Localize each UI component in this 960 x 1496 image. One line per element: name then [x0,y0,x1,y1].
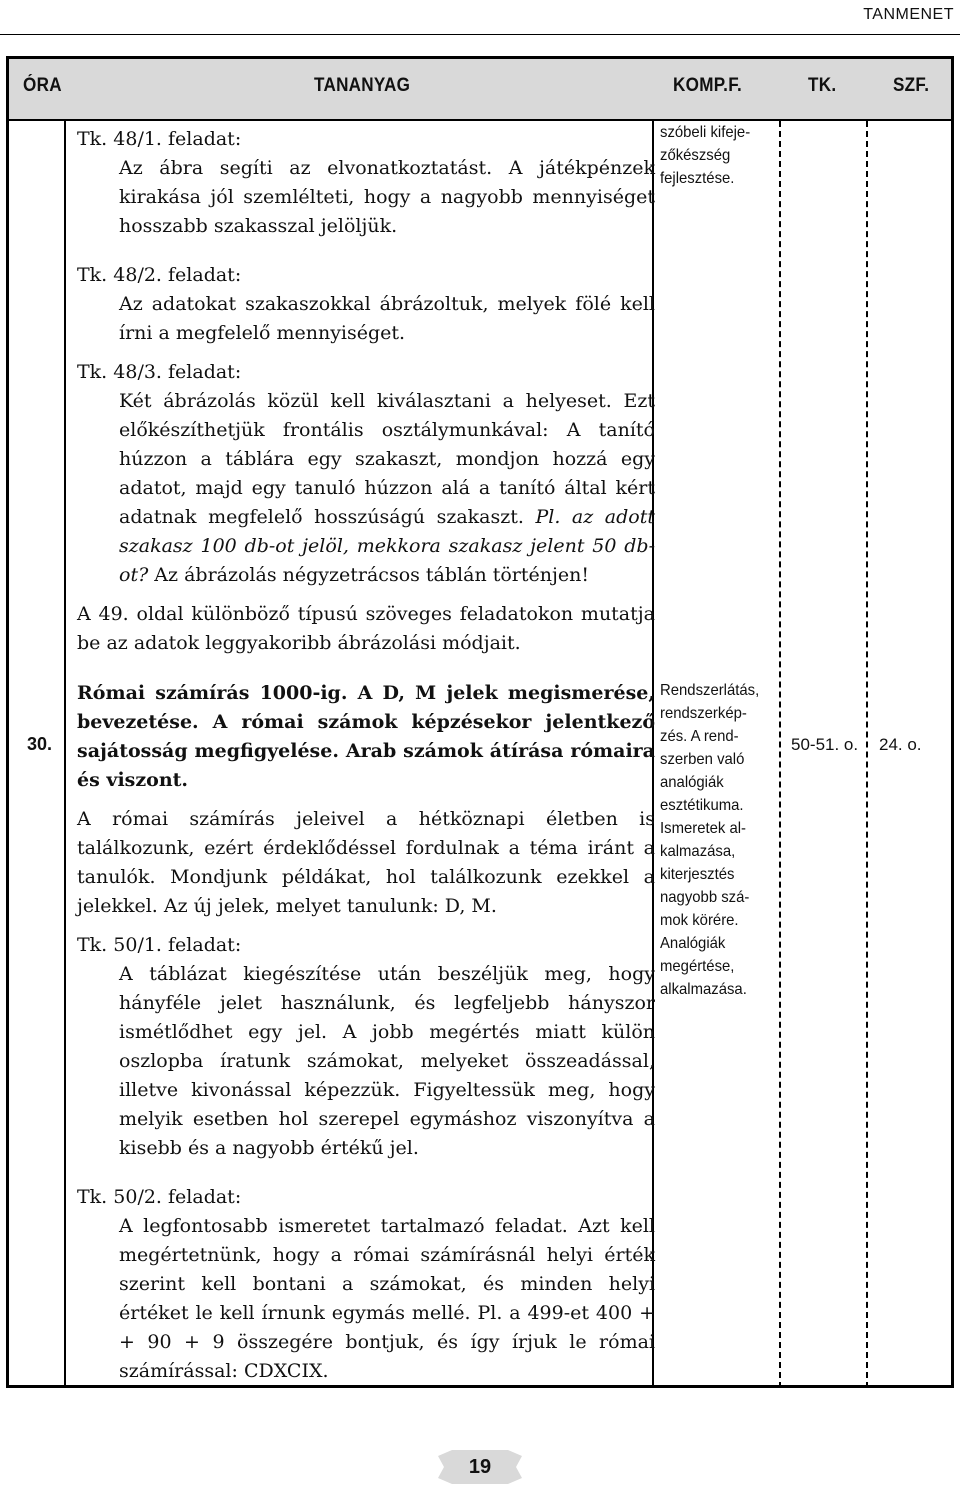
header-szf: SZF. [893,75,930,96]
competence-text: Rendszerlátás, rendszerkép- zés. A rend- szerben való analógiák esztétikuma. Ismeretek al- kalmazása, kiterjesztés nagyobb szá- mok körére. Analógiák megértése, alkalmazása. [660,682,760,998]
column-divider-ora [64,121,66,1388]
page-number: 19 [468,1456,492,1478]
header-tananyag: TANANYAG [314,75,411,96]
task-title: Tk. 48/3. feladat: [77,361,242,383]
continued-lesson-block [77,125,655,658]
task-text: Az adatokat szakaszokkal ábrázoltuk, melyek fölé kell írni a megfelelő mennyiséget. [119,293,655,344]
header-komp: KOMP.F. [673,75,743,96]
competence-text: szóbeli kifeje- zőkészség fejlesztése. [660,124,751,187]
task-text: Két ábrázolás közül kell kiválasztani a helyeset. Ezt előkészíthetjük frontális osztálymunkával: A tanító húzzon a táblára egy szakaszt, mondjon hozzá egy adatot, majd egy tanuló húzzon alá a tanító által kért adatnak megfelelő hosszúságú szakaszt. Pl. az adott szakasz 100 db-ot jelöl, mekkora szakasz jelent 50 db-ot? Az ábrázolás négyzetrácsos táblán történjen! [119,390,655,586]
task-title: Tk. 48/2. feladat: [77,264,242,286]
lesson-plan-table [6,56,954,1388]
running-head-rule [0,34,960,35]
task-title: Tk. 50/2. feladat: [77,1186,242,1208]
page-number-badge [434,1446,526,1488]
task-text: A 49. oldal különböző típusú szöveges feladatokon mutatja be az adatok leggyakoribb ábrázolási módjait. [77,603,655,654]
lesson-heading: Római számírás 1000-ig. A D, M jelek megismerése, bevezetése. A római számok képzésekor jelentkező sajátosság megfigyelése. Arab számok átírása rómaira és viszont. [77,682,655,791]
column-divider-tk [866,121,868,1388]
lesson-30-block [77,679,655,1386]
table-header-row [9,59,951,121]
task-text: A táblázat kiegészítése után beszéljük meg, hogy hányféle jelet használunk, és legfeljebb hányszor ismétlődhet egy jel. A jobb megértés miatt külön oszlopba íratunk számokat, melyeket összeadással, illetve kivonással képezzük. Figyeltessük meg, hogy melyik esetben hol szerepel egymáshoz viszonyítva a kisebb és a nagyobb értékű jel. [119,963,655,1159]
task-text: Az ábra segíti az elvonatkoztatást. A játékpénzek kirakása jól szemlélteti, hogy a nagyobb mennyiséget hosszabb szakasszal jelöljük. [119,157,655,237]
lesson-number: 30. [27,734,53,754]
running-head: TANMENET [863,6,954,23]
header-ora: ÓRA [23,75,62,96]
task-text: A legfontosabb ismeretet tartalmazó feladat. Azt kell megértetnünk, hogy a római számírásnál helyi érték szerint kell bontani a számokat, és minden helyi értéket le kell írnunk egymás mellé. Pl. a 499-et 400 + + 90 + 9 összegére bontjuk, és így írjuk le római számírással: CDXCIX. [119,1215,655,1382]
task-title: Tk. 50/1. feladat: [77,934,242,956]
textbook-pages: 50-51. o. [791,735,859,754]
column-divider-komp [779,121,781,1388]
lesson-intro: A római számírás jeleivel a hétköznapi életben is találkozunk, ezért érdeklődéssel fordulnak a téma iránt a tanulók. Mondjunk példákat, hol találkozunk ezekkel a jelekkel. Az új jelek, melyet tanulunk: D, M. [77,808,655,917]
workbook-pages: 24. o. [879,735,922,754]
task-title: Tk. 48/1. feladat: [77,128,242,150]
header-tk: TK. [808,75,837,96]
